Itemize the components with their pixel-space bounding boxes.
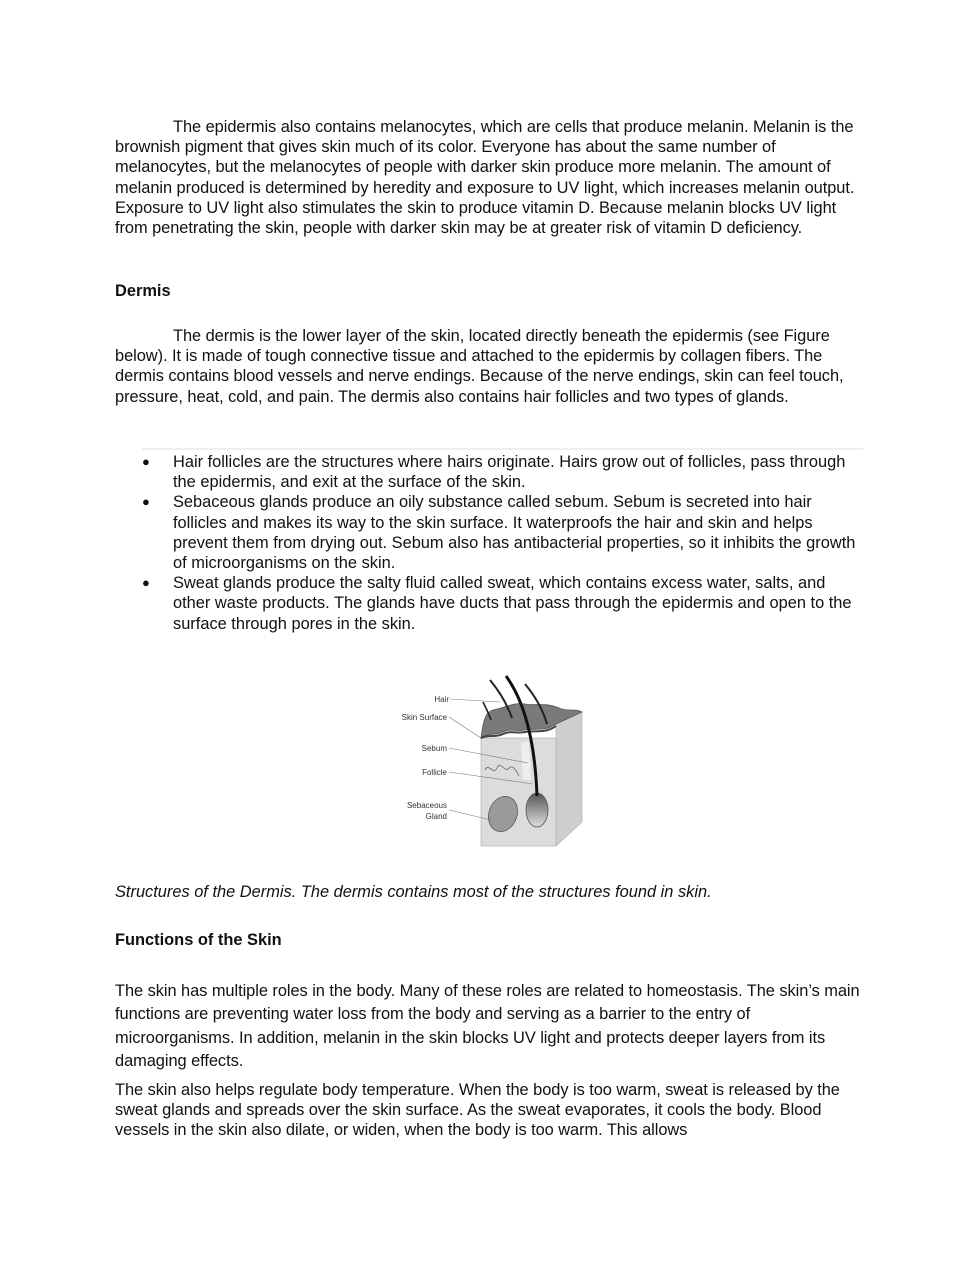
bullet-icon: ● <box>142 575 150 591</box>
dermis-structures-list <box>115 452 865 634</box>
skin-cross-section-illustration <box>385 672 595 850</box>
list-item-text: Sweat glands produce the salty fluid called sweat, which contains excess water, salts, and other waste products. The glands have ducts that pass through the epidermis and open to the surface through pores in the skin. <box>173 574 852 633</box>
paragraph-functions-2: The skin also helps regulate body temperature. When the body is too warm, sweat is released by the sweat glands and spreads over the skin surface. As the sweat evaporates, it cools the body. Blood vessels in the skin also dilate, or widen, when the body is too warm. This allows <box>115 1081 840 1140</box>
list-item-text: Hair follicles are the structures where hairs originate. Hairs grow out of follicles, pass through the epidermis, and exit at the surface of the skin. <box>173 453 846 492</box>
heading-dermis: Dermis <box>115 282 171 300</box>
dermis-structures-figure <box>385 672 595 850</box>
label-hair: Hair <box>434 695 449 704</box>
list-item-sweat-glands <box>115 573 865 634</box>
label-sebum: Sebum <box>421 744 447 753</box>
list-item-text: Sebaceous glands produce an oily substance called sebum. Sebum is secreted into hair follicles and makes its way to the skin surface. It waterproofs the hair and skin and helps prevent them from drying out. Sebum also has antibacterial properties, so it inhibits the growth of microorganisms on the skin. <box>173 493 856 573</box>
figure-caption: Structures of the Dermis. The dermis contains most of the structures found in skin. <box>115 883 712 901</box>
label-sebaceous: Sebaceous <box>406 801 447 810</box>
list-item-hair-follicles <box>115 452 865 492</box>
label-follicle: Follicle <box>422 768 447 777</box>
label-gland: Gland <box>425 812 447 821</box>
bullet-icon: ● <box>142 494 150 510</box>
heading-functions-of-skin: Functions of the Skin <box>115 931 282 949</box>
paragraph-dermis: The dermis is the lower layer of the skin, located directly beneath the epidermis (see Figure below). It is made of tough connective tissue and attached to the epidermis by collagen fibers. The dermis contains blood vessels and nerve endings. Because of the nerve endings, skin can feel touch, pressure, heat, cold, and pain. The dermis also contains hair follicles and two types of glands. <box>115 327 844 406</box>
list-item-sebaceous-glands <box>115 492 865 573</box>
bullet-icon: ● <box>142 454 150 469</box>
paragraph-melanocytes: The epidermis also contains melanocytes, which are cells that produce melanin. Melanin is the brownish pigment that gives skin much of its color. Everyone has about the same number of melanocytes, but the melanocytes of people with darker skin produce more melanin. The amount of melanin produced is determined by heredity and exposure to UV light, which increases melanin output. Exposure to UV light also stimulates the skin to produce vitamin D. Because melanin blocks UV light from penetrating the skin, people with darker skin may be at greater risk of vitamin D deficiency. <box>115 118 855 238</box>
paragraph-functions-1: The skin has multiple roles in the body. Many of these roles are related to homeostasis. The skin’s main functions are preventing water loss from the body and serving as a barrier to the entry of microorganisms. In addition, melanin in the skin blocks UV light and protects deeper layers from its damaging effects. <box>115 982 860 1070</box>
label-skin-surface: Skin Surface <box>401 713 447 722</box>
divider-line <box>142 448 863 450</box>
